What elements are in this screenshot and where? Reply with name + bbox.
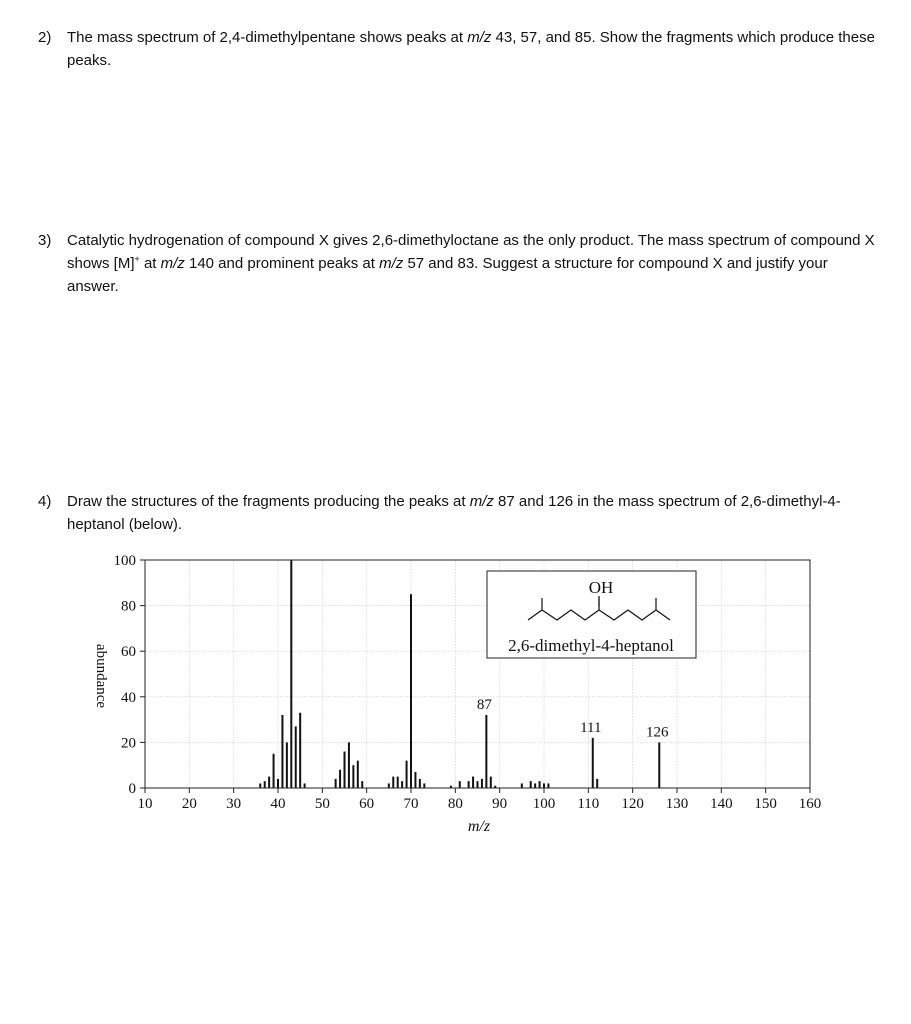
- y-tick-label: 100: [113, 553, 136, 569]
- question-text-part: The mass spectrum of 2,4-dimethylpentane shows peaks at: [67, 29, 468, 46]
- x-tick-label: 100: [532, 796, 556, 812]
- question-text-part: Draw the structures of the fragments producing the peaks at: [67, 493, 470, 510]
- y-tick-label: 60: [121, 644, 136, 661]
- x-tick-label: 130: [665, 796, 689, 812]
- x-tick-label: 80: [447, 796, 463, 812]
- peak-label: 111: [580, 719, 602, 736]
- mz-italic: m/z: [467, 29, 492, 46]
- mz-italic: m/z: [379, 255, 404, 272]
- x-tick-label: 30: [226, 796, 242, 812]
- x-tick-label: 160: [798, 796, 822, 812]
- y-tick-label: 0: [128, 781, 136, 797]
- superscript-plus: +: [134, 254, 140, 264]
- question-text-part: 140 and prominent peaks at: [184, 255, 380, 272]
- question-text-part: 43, 57, and 85. Show the fragments which produce these peaks.: [67, 29, 875, 69]
- x-axis-label: m/z: [467, 818, 491, 835]
- peak-label: 87: [476, 697, 492, 714]
- mz-italic: m/z: [160, 255, 185, 272]
- question-text-part: at: [139, 255, 161, 272]
- compound-name-label: 2,6-dimethyl-4-heptanol: [508, 636, 674, 655]
- x-tick-label: 10: [137, 796, 153, 812]
- peak-labels: [477, 697, 669, 740]
- y-tick-label: 80: [121, 598, 136, 615]
- y-tick-label: 40: [121, 689, 136, 706]
- x-tick-label: 140: [710, 796, 733, 812]
- x-tick-label: 50: [314, 796, 330, 812]
- x-tick-label: 60: [359, 796, 375, 812]
- question-text-part: 87 and 126 in the mass spectrum of 2,6-dimethyl-4-heptanol (below).: [67, 493, 841, 533]
- question-text-part: Catalytic hydrogenation of compound X gives 2,6-dimethyloctane as the only product. The mass spectrum of compound X shows [M]: [67, 232, 875, 272]
- x-tick-label: 40: [270, 796, 286, 812]
- question-text-part: 57 and 83. Suggest a structure for compound X and justify your answer.: [67, 255, 828, 295]
- oh-label: OH: [588, 578, 614, 597]
- x-tick-label: 110: [577, 796, 600, 812]
- axis-ticks: [114, 553, 822, 812]
- y-tick-label: 20: [121, 735, 136, 752]
- x-tick-label: 90: [492, 796, 508, 812]
- plot-frame: [145, 560, 810, 788]
- x-tick-label: 20: [181, 796, 197, 812]
- y-axis-label: abundance: [93, 643, 109, 709]
- question-number: 2): [38, 29, 52, 46]
- mz-italic: m/z: [469, 493, 494, 510]
- x-tick-label: 150: [754, 796, 777, 812]
- structure-inset: [487, 571, 696, 658]
- peak-label: 126: [646, 724, 669, 741]
- question-number: 3): [38, 232, 52, 249]
- chart-grid: [145, 560, 810, 788]
- question-number: 4): [38, 493, 52, 510]
- x-tick-label: 70: [403, 796, 419, 812]
- x-tick-label: 120: [621, 796, 644, 812]
